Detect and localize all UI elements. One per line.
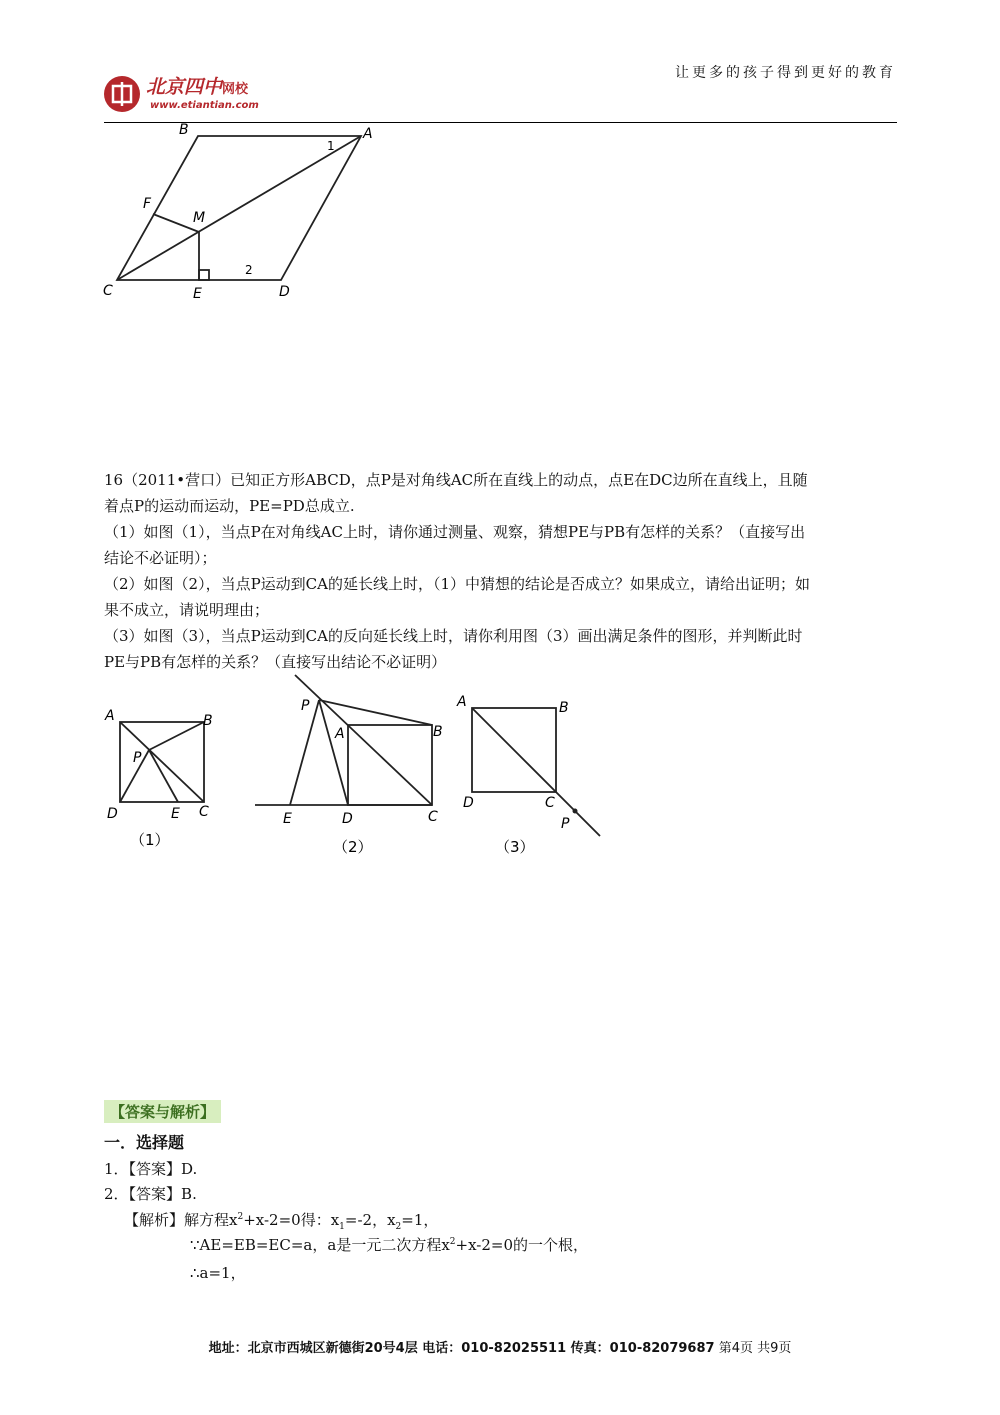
fig1-segment-pb: [149, 722, 204, 750]
label-angle2: 2: [245, 263, 253, 277]
answer-2: 2．【答案】B.: [104, 1185, 197, 1203]
logo-name: [146, 76, 248, 101]
label-B: B: [179, 122, 189, 138]
label-angle1: 1: [327, 139, 335, 153]
label-A: A: [363, 126, 373, 142]
label-E: E: [193, 286, 202, 302]
fig1-label-A: A: [105, 708, 115, 724]
fig1-label-B: B: [203, 713, 213, 729]
footer-page-number: 第4页 共9页: [718, 1341, 792, 1356]
because-part-a: ∵AE=EB=EC=a，a是一元二次方程x: [190, 1236, 450, 1254]
problem-16-figures: [95, 670, 615, 865]
x1-sub: 1: [339, 1222, 345, 1232]
because-line: [190, 1234, 588, 1255]
analysis-prefix: 【解析】解方程x: [124, 1211, 238, 1229]
problem-line-4: 结论不必证明）；: [104, 549, 217, 567]
fig1-label-C: C: [199, 804, 209, 820]
fig2-line-pc: [295, 675, 432, 805]
fig3-caption: （3）: [495, 838, 535, 856]
because-part-b: +x-2=0的一个根，: [455, 1236, 589, 1254]
diagonal-ca: [117, 136, 361, 280]
fig3-point-p: [573, 809, 578, 814]
because-sup: 2: [449, 1237, 456, 1247]
fig2-segment-pd: [319, 700, 348, 805]
answer-badge: 【答案与解析】: [104, 1100, 221, 1123]
analysis-line: [124, 1209, 438, 1232]
fig3-label-C: C: [545, 795, 555, 811]
fig2-label-B: B: [433, 724, 443, 740]
page-footer: [0, 1337, 1000, 1356]
label-C: C: [103, 283, 113, 299]
fig2-label-A: A: [335, 726, 345, 742]
fig2-label-P: P: [301, 698, 310, 714]
fig3-label-D: D: [463, 795, 474, 811]
fig2-segment-pb: [319, 700, 432, 725]
fig2-label-C: C: [428, 809, 438, 825]
logo-url: www.etiantian.com: [150, 100, 259, 111]
logo-name-text: 北京四中: [146, 76, 223, 98]
fig1-label-E: E: [171, 806, 180, 822]
label-M: M: [193, 210, 206, 226]
answer-1: 1．【答案】D.: [104, 1160, 198, 1178]
fig1-segment-pe: [149, 750, 178, 802]
x2-value: =1，: [401, 1211, 439, 1229]
problem-line-1: 16（2011•营口）已知正方形ABCD，点P是对角线AC所在直线上的动点，点E在DC边所在直线上，且随: [104, 471, 808, 489]
fig3-label-P: P: [561, 816, 570, 832]
fig2-caption: （2）: [333, 838, 373, 856]
problem-line-8: PE与PB有怎样的关系？（直接写出结论不必证明）: [104, 653, 447, 671]
label-F: F: [143, 196, 152, 212]
right-angle-mark: [199, 270, 209, 280]
fig3-label-B: B: [559, 700, 569, 716]
fig1-label-P: P: [133, 750, 142, 766]
label-D: D: [279, 284, 290, 300]
analysis-rest: +x-2=0得：x: [243, 1211, 340, 1229]
problem-16-text: [104, 467, 894, 675]
problem-line-5: （2）如图（2），当点P运动到CA的延长线上时，（1）中猜想的结论是否成立？如果成立，请给出证明；如: [104, 575, 811, 593]
footer-address: 地址：北京市西城区新德街20号4层 电话：010-82025511 传真：010-82079687: [208, 1341, 715, 1356]
fig3-label-A: A: [457, 694, 467, 710]
analysis-sup: 2: [237, 1212, 244, 1222]
logo-mark: [104, 76, 140, 112]
logo-net-text: 网校: [222, 82, 249, 97]
fig1-caption: （1）: [130, 831, 170, 849]
problem-line-7: （3）如图（3），当点P运动到CA的反向延长线上时，请你利用图（3）画出满足条件的图形，并判断此时: [104, 627, 803, 645]
fig2-label-D: D: [342, 811, 353, 827]
fig1-label-D: D: [107, 806, 118, 822]
fig2-label-E: E: [283, 811, 292, 827]
therefore-line: ∴a=1，: [190, 1264, 246, 1282]
fig2-segment-pe: [290, 700, 319, 805]
header-slogan: 让更多的孩子得到更好的教育: [675, 65, 896, 81]
problem-line-3: （1）如图（1），当点P在对角线AC上时，请你通过测量、观察，猜想PE与PB有怎样的关系？（直接写出: [104, 523, 806, 541]
section-heading: 一．选择题: [104, 1133, 185, 1152]
logo-icon: [104, 76, 140, 112]
problem-line-6: 果不成立，请说明理由；: [104, 601, 270, 619]
problem-line-2: 着点P的运动而运动，PE=PD总成立.: [104, 497, 355, 515]
x2-sub: 2: [395, 1222, 402, 1232]
fig3-line-ac-extended: [472, 708, 600, 836]
x1-value: =-2，x: [344, 1211, 396, 1229]
parallelogram-figure: [95, 120, 395, 310]
